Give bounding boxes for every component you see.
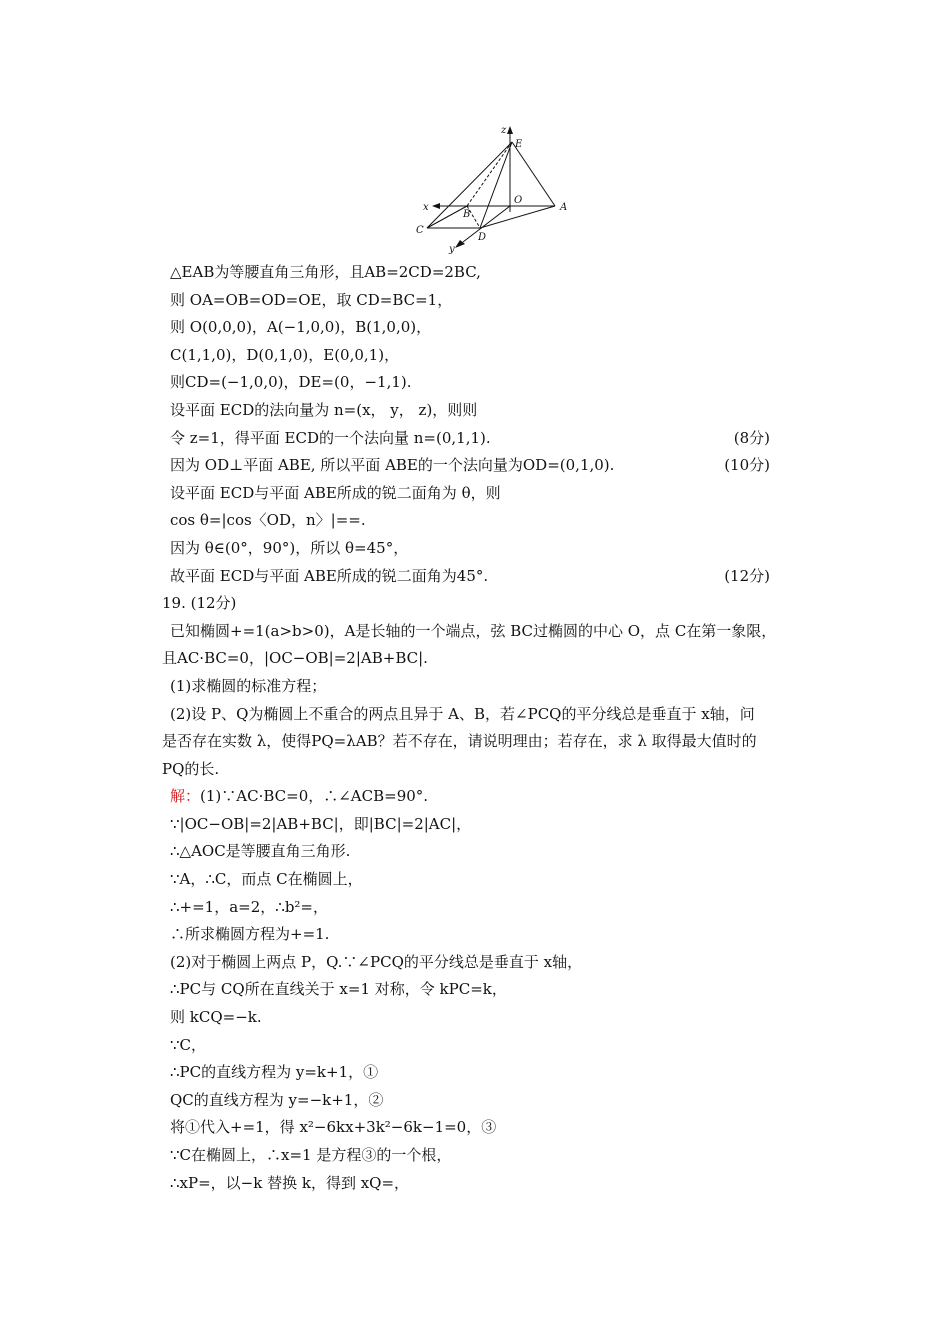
line-text: 则 kCQ=−k. <box>170 1008 262 1027</box>
score-mark: (10分) <box>724 456 770 475</box>
line-text: △EAB为等腰直角三角形，且AB=2CD=2BC, <box>170 263 481 281</box>
text-line <box>170 507 770 535</box>
score-mark: (8分) <box>733 428 770 447</box>
text-line <box>170 921 770 949</box>
line-text: ∴+=1，a=2，∴b²=， <box>170 897 329 916</box>
text-line <box>170 1059 770 1087</box>
line-text: 19. (12分) <box>162 594 237 613</box>
solution-label: 解： <box>170 787 201 806</box>
text-line <box>170 480 770 508</box>
line-text: (2)对于椭圆上两点 P，Q.∵∠PCQ的平分线总是垂直于 x轴， <box>170 952 583 971</box>
edge-ed <box>480 142 512 228</box>
text-line <box>170 314 770 342</box>
line-text: 且AC·BC=0，|OC−OB|=2|AB+BC|. <box>162 649 428 668</box>
line-text: ∵A，∴C，而点 C在椭圆上， <box>170 870 363 889</box>
line-text: QC的直线方程为 y=−k+1，② <box>170 1090 384 1109</box>
document-body <box>162 259 777 1197</box>
edge-eb <box>467 142 512 206</box>
text-line <box>170 535 770 563</box>
text-line <box>170 287 770 315</box>
label-x: x <box>423 202 429 213</box>
line-text: 则CD=(−1,0,0)，DE=(0，−1,1). <box>170 373 412 392</box>
text-line <box>170 452 770 480</box>
text-line <box>170 1142 770 1170</box>
line-text: (2)设 P、Q为椭圆上不重合的两点且异于 A、B，若∠PCQ的平分线总是垂直于 x轴，问 <box>170 704 755 723</box>
text-line <box>170 894 770 922</box>
text-line <box>162 590 770 618</box>
line-text: ∴△AOC是等腰直角三角形. <box>170 842 351 861</box>
text-line <box>170 976 770 1004</box>
line-text: 故平面 ECD与平面 ABE所成的锐二面角为45°. <box>170 566 489 585</box>
line-text: ∵C， <box>170 1035 207 1054</box>
text-line <box>170 811 770 839</box>
line-text: 因为 OD⊥平面 ABE, 所以平面 ABE的一个法向量为OD=(0,1,0). <box>170 456 615 475</box>
line-text: ∴PC的直线方程为 y=k+1，① <box>170 1063 379 1082</box>
text-line <box>170 342 770 370</box>
text-line <box>170 866 770 894</box>
z-axis-arrow <box>507 126 513 134</box>
pyramid-figure <box>405 118 585 258</box>
label-b: B <box>463 209 471 220</box>
line-text: 将①代入+=1，得 x²−6kx+3k²−6k−1=0，③ <box>170 1118 497 1137</box>
line-text: 设平面 ECD与平面 ABE所成的锐二面角为 θ，则 <box>170 483 501 502</box>
text-line <box>170 838 770 866</box>
text-line <box>170 783 770 811</box>
text-line <box>170 949 770 977</box>
x-axis-arrow <box>432 203 440 209</box>
line-text: PQ的长. <box>162 759 220 778</box>
label-c: C <box>416 225 424 236</box>
text-line <box>170 1170 770 1198</box>
score-mark: (12分) <box>724 566 770 585</box>
label-y: y <box>449 244 455 255</box>
line-text: 因为 θ∈(0°，90°)，所以 θ=45°， <box>170 538 409 557</box>
text-line <box>170 1004 770 1032</box>
label-d: D <box>478 232 487 243</box>
line-text: ∴PC与 CQ所在直线关于 x=1 对称，令 kPC=k， <box>170 980 507 999</box>
line-text: ∴xP=，以−k 替换 k，得到 xQ=， <box>170 1173 410 1192</box>
line-text: ∵C在椭圆上，∴x=1 是方程③的一个根， <box>170 1146 452 1164</box>
text-line <box>170 369 770 397</box>
line-text: 设平面 ECD的法向量为 n=(x， y， z)，则则 <box>170 400 478 419</box>
line-text: 令 z=1，得平面 ECD的一个法向量 n=(0,1,1). <box>170 428 491 447</box>
text-line <box>170 563 770 591</box>
label-e: E <box>515 139 523 150</box>
text-line <box>162 756 770 784</box>
text-line <box>170 618 777 646</box>
line-text: 则 O(0,0,0)，A(−1,0,0)，B(1,0,0)， <box>170 318 432 337</box>
line-text: ∴所求椭圆方程为+=1. <box>170 925 330 944</box>
line-text: 则 OA=OB=OD=OE，取 CD=BC=1， <box>170 290 453 309</box>
line-text: 是否存在实数 λ，使得PQ=λAB？若不存在，请说明理由；若存在，求 λ 取得最大值时的 <box>162 732 757 751</box>
text-line <box>170 1032 770 1060</box>
edge-cb <box>427 206 467 228</box>
text-line <box>170 397 770 425</box>
text-line <box>170 425 770 453</box>
text-line <box>170 673 770 701</box>
label-z: z <box>501 125 507 136</box>
line-text: ∵|OC−OB|=2|AB+BC|，即|BC|=2|AC|， <box>170 814 472 833</box>
text-line <box>170 1087 770 1115</box>
label-o: O <box>514 195 523 206</box>
text-line <box>162 645 770 673</box>
text-line <box>162 728 770 756</box>
line-text: cos θ=|cos〈OD，n〉|==. <box>170 511 366 530</box>
text-line <box>170 701 770 729</box>
line-text: C(1,1,0)，D(0,1,0)，E(0,0,1)， <box>170 345 400 364</box>
line-text: (1)∵AC·BC=0，∴∠ACB=90°. <box>200 787 429 806</box>
line-text: (1)求椭圆的标准方程； <box>170 676 327 695</box>
line-text: 已知椭圆+=1(a>b>0)，A是长轴的一个端点，弦 BC过椭圆的中心 O，点 C在第一象限， <box>170 621 777 640</box>
edge-da <box>480 206 555 228</box>
text-line <box>170 1114 770 1142</box>
label-a: A <box>560 202 568 213</box>
text-line <box>170 259 770 287</box>
